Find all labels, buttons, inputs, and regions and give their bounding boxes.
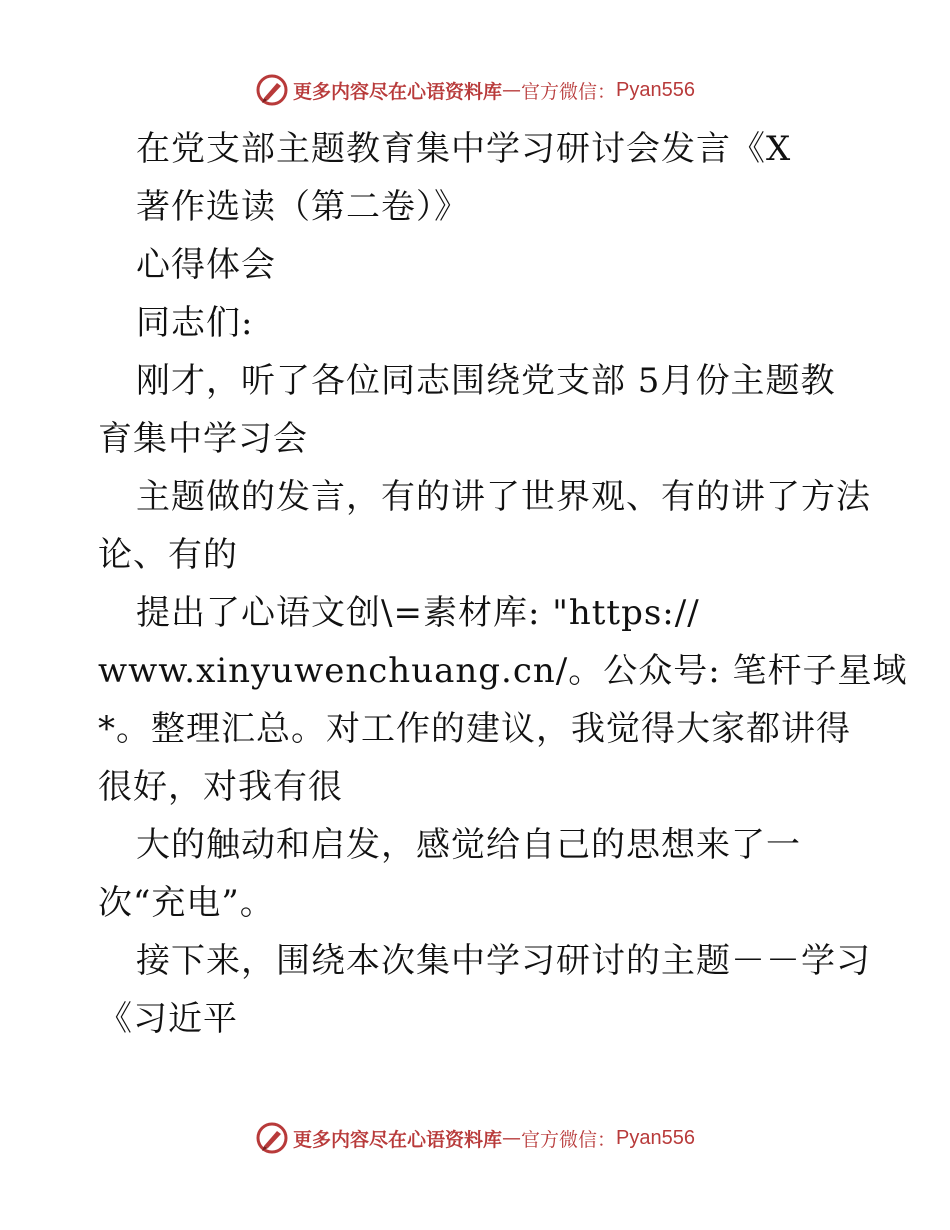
pen-logo-icon [255, 1121, 289, 1155]
banner-wechat-label: 官方微信： [521, 80, 617, 103]
text-line: 提出了心语文创\=素材库: "https:// [136, 593, 700, 633]
text-line: 次“充电”。 [98, 883, 275, 923]
text-line: 《习近平 [98, 999, 238, 1039]
text-line: 育集中学习会 [98, 419, 308, 459]
document-body [98, 120, 908, 1048]
banner-title: 更多内容尽在心语资料库 [293, 1128, 503, 1151]
text-line: 刚才，听了各位同志围绕党支部 5月份主题教 [136, 361, 836, 401]
text-line: 很好，对我有很 [98, 767, 343, 807]
header-banner [0, 70, 950, 110]
banner-title: 更多内容尽在心语资料库 [293, 80, 503, 103]
banner-separator: — [502, 1127, 522, 1149]
banner-wechat-id: Pyan556 [616, 1126, 695, 1149]
banner-wechat-id: Pyan556 [616, 78, 695, 101]
text-line: 大的触动和启发，感觉给自己的思想来了一 [136, 825, 801, 865]
banner-wechat-label: 官方微信： [521, 1128, 617, 1151]
text-line: 在党支部主题教育集中学习研讨会发言《X [136, 129, 792, 169]
text-line: 著作选读（第二卷）》 [136, 187, 469, 227]
text-line: 心得体会 [136, 245, 276, 285]
text-line: *。整理汇总。对工作的建议，我觉得大家都讲得 [98, 709, 851, 749]
text-line: 接下来，围绕本次集中学习研讨的主题－－学习 [136, 941, 871, 981]
footer-banner [0, 1118, 950, 1158]
text-line: www.xinyuwenchuang.cn/。公众号: 笔杆子星域 [98, 651, 908, 691]
pen-logo-icon [255, 73, 289, 107]
banner-separator: — [502, 79, 522, 101]
text-line: 论、有的 [98, 535, 238, 575]
text-line: 同志们: [136, 303, 254, 343]
text-line: 主题做的发言，有的讲了世界观、有的讲了方法 [136, 477, 871, 517]
